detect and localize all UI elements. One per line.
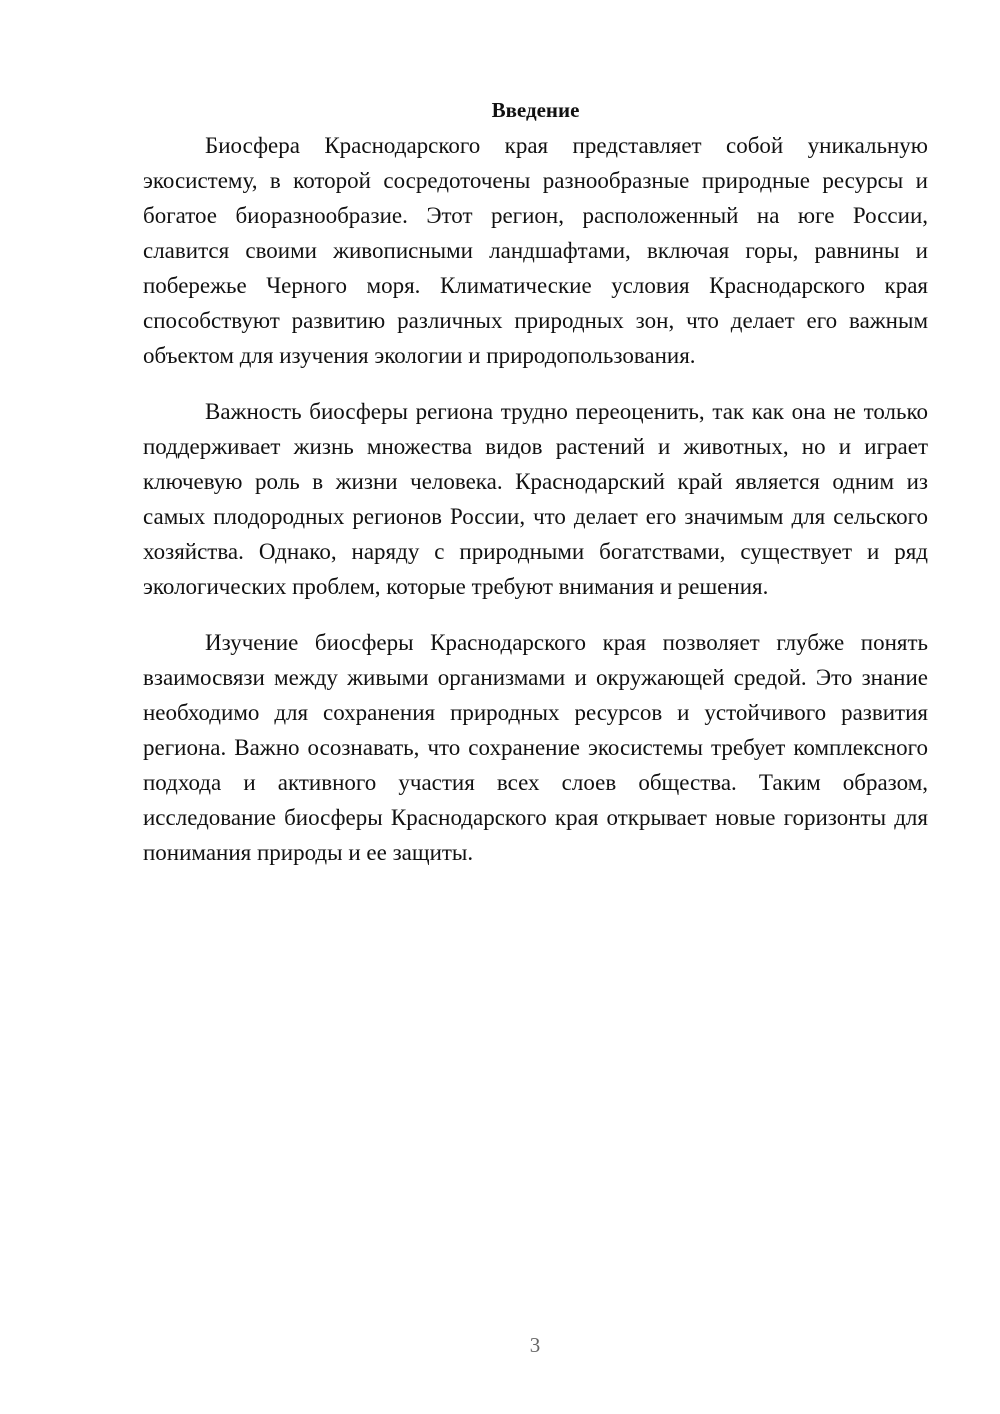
paragraph-3: Изучение биосферы Краснодарского края позволяет глубже понять взаимосвязи между живыми организмами и окружающей средой. Это знание необходимо для сохранения природных ресурсов и устойчивого развития региона. Важно осознавать, что сохранение экосистемы требует комплексного подхода и активного участия всех слоев общества. Таким образом, исследование биосферы Краснодарского края открывает новые горизонты для понимания природы и ее защиты.: [143, 630, 928, 865]
page-number: 3: [529, 1333, 541, 1357]
section-heading: Введение: [491, 98, 580, 122]
paragraph-2: Важность биосферы региона трудно переоценить, так как она не только поддерживает жизнь множества видов растений и животных, но и играет ключевую роль в жизни человека. Краснодарский край является одним из самых плодородных регионов России, что делает его значимым для сельского хозяйства. Однако, наряду с природными богатствами, существует и ряд экологических проблем, которые требуют внимания и решения.: [143, 399, 928, 599]
paragraph-1: Биосфера Краснодарского края представляет собой уникальную экосистему, в которой сосредоточены разнообразные природные ресурсы и богатое биоразнообразие. Этот регион, расположенный на юге России, славится своими живописными ландшафтами, включая горы, равнины и побережье Черного моря. Климатические условия Краснодарского края способствуют развитию различных природных зон, что делает его важным объектом для изучения экологии и природопользования.: [143, 133, 928, 368]
page-content: [143, 92, 928, 870]
